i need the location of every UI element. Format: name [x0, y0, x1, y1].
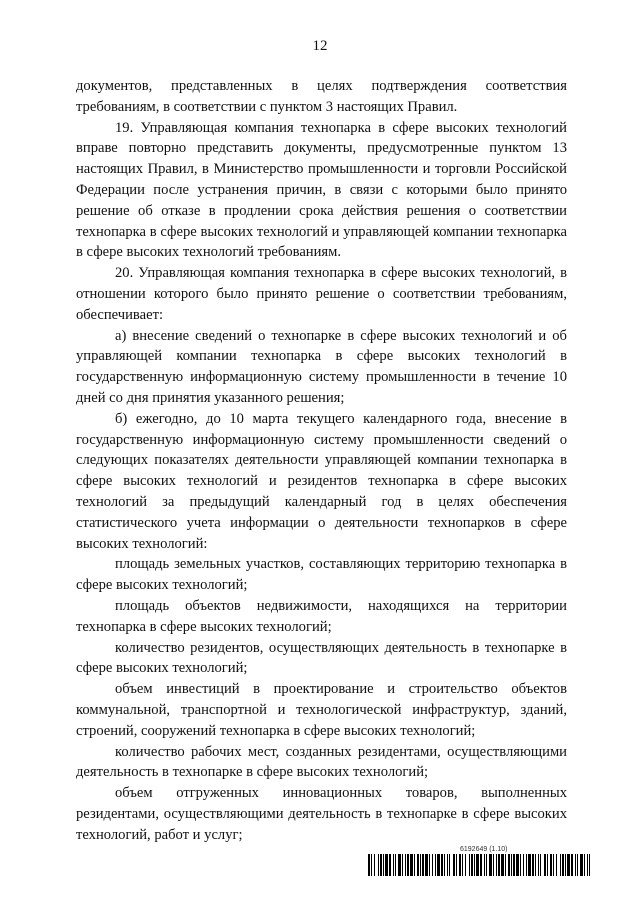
indicator-real-estate-area: площадь объектов недвижимости, находящихся на территории технопарка в сфере высоких технологий; — [76, 597, 567, 635]
document-id: 6192649 (1.10) — [460, 846, 508, 853]
barcode — [368, 854, 590, 876]
paragraph-clause-19: 19. Управляющая компания технопарка в сфере высоких технологий вправе повторно представить документы, предусмотренные пунктом 13 настоящих Правил, в Министерство промышленности и торговли Российской Федерации после устранения причин, в связи с которыми было принято решение об отказе в продлении срока действия решения о соответствии технопарка в сфере высоких технологий и управляющей компании технопарка в сфере высоких технологий требованиям. — [76, 119, 567, 261]
indicator-residents-count: количество резидентов, осуществляющих деятельность в технопарке в сфере высоких технологий; — [76, 639, 567, 677]
paragraph-continuation: документов, представленных в целях подтверждения соответствия требованиям, в соответствии с пунктом 3 настоящих Правил. — [76, 78, 567, 115]
indicator-land-area: площадь земельных участков, составляющих территорию технопарка в сфере высоких технологий; — [76, 556, 567, 594]
page-number: 12 — [312, 38, 328, 54]
indicator-jobs-count: количество рабочих мест, созданных резидентами, осуществляющими деятельность в технопарке в сфере высоких технологий; — [76, 743, 567, 781]
indicator-investment-volume: объем инвестиций в проектирование и строительство объектов коммунальной, транспортной и технологической инфраструктур, зданий, строений, сооружений технопарка в сфере высоких технологий; — [76, 681, 567, 739]
document-body — [76, 76, 567, 845]
paragraph-subclause-b: б) ежегодно, до 10 марта текущего календарного года, внесение в государственную информационную систему промышленности сведений о следующих показателях деятельности управляющей компании технопарка в сфере высоких технологий и резидентов технопарка в сфере высоких технологий за предыдущий календарный год в целях обеспечения статистического учета информации о деятельности технопарков в сфере высоких технологий: — [76, 410, 567, 552]
indicator-shipped-goods-volume: объем отгруженных инновационных товаров, выполненных резидентами, осуществляющими деятельность в технопарке в сфере высоких технологий, работ и услуг; — [76, 785, 567, 843]
paragraph-clause-20: 20. Управляющая компания технопарка в сфере высоких технологий, в отношении которого было принято решение о соответствии требованиям, обеспечивает: — [76, 265, 567, 323]
paragraph-subclause-a: а) внесение сведений о технопарке в сфере высоких технологий и об управляющей компании технопарка в сфере высоких технологий в государственную информационную систему промышленности в течение 10 дней со дня принятия указанного решения; — [76, 327, 567, 406]
